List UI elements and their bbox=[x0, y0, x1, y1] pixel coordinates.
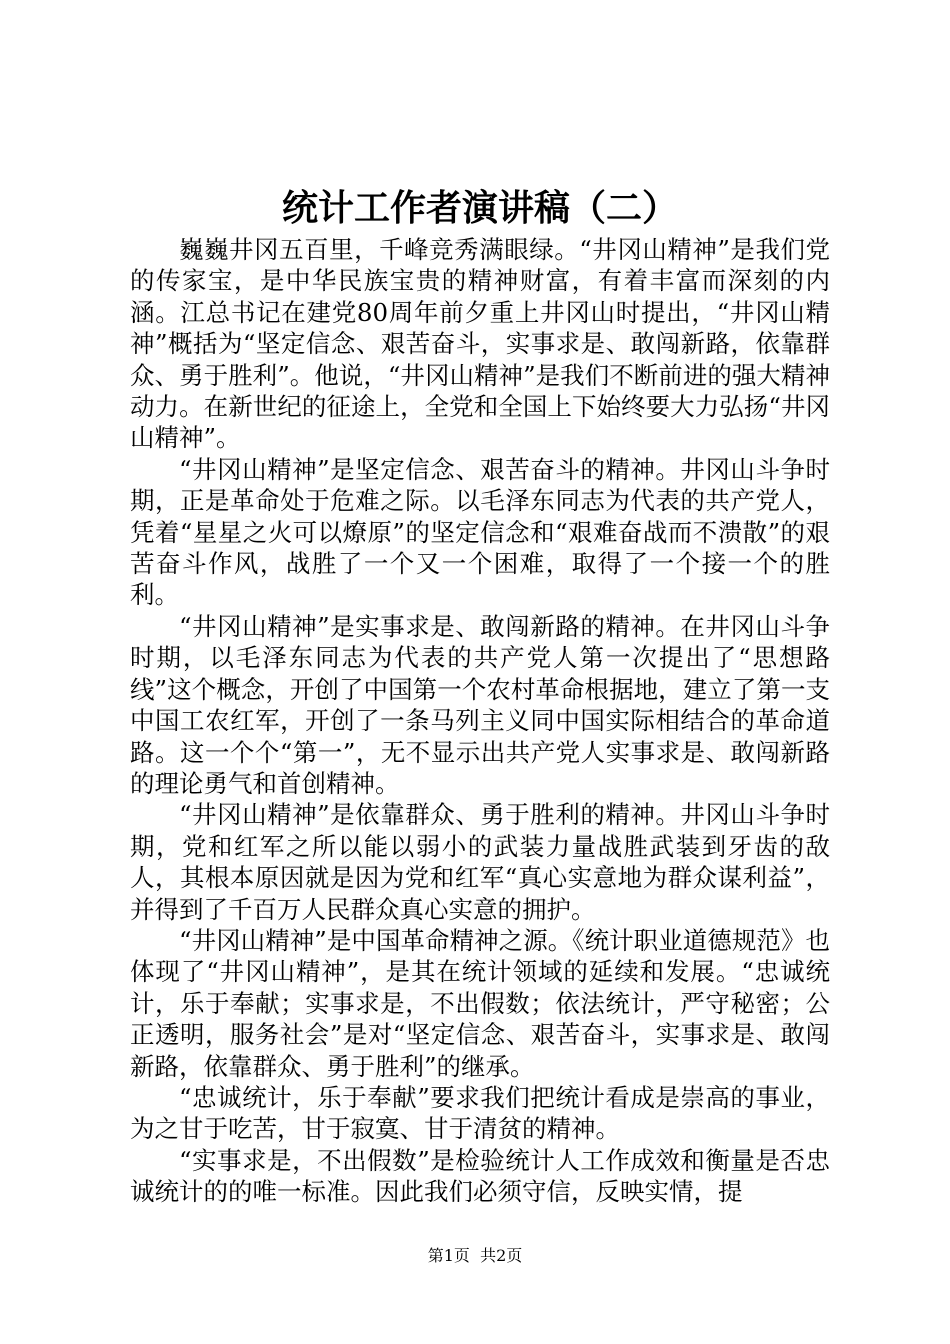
page-number: 第1页 bbox=[427, 1246, 470, 1265]
paragraph-4: “井冈山精神”是依靠群众、勇于胜利的精神。井冈山斗争时期，党和红军之所以能以弱小的武装力量战胜武装到牙齿的敌人，其根本原因就是因为党和红军“真心实意地为群众谋利益”，并得到了千百万人民群众真心实意的拥护。 bbox=[130, 800, 830, 924]
paragraph-3: “井冈山精神”是实事求是、敢闯新路的精神。在井冈山斗争时期，以毛泽东同志为代表的共产党人第一次提出了“思想路线”这个概念，开创了中国第一个农村革命根据地，建立了第一支中国工农红军，开创了一条马列主义同中国实际相结合的革命道路。这一个个“第一”，无不显示出共产党人实事求是、敢闯新路的理论勇气和首创精神。 bbox=[130, 611, 830, 798]
paragraph-2: “井冈山精神”是坚定信念、艰苦奋斗的精神。井冈山斗争时期，正是革命处于危难之际。以毛泽东同志为代表的共产党人，凭着“星星之火可以燎原”的坚定信念和“艰难奋战而不溃散”的艰苦奋斗作风，战胜了一个又一个困难，取得了一个接一个的胜利。 bbox=[130, 454, 830, 610]
paragraph-7: “实事求是，不出假数”是检验统计人工作成效和衡量是否忠诚统计的的唯一标准。因此我们必须守信，反映实情，提 bbox=[130, 1145, 830, 1207]
paragraph-5: “井冈山精神”是中国革命精神之源。《统计职业道德规范》也体现了“井冈山精神”，是其在统计领域的延续和发展。“忠诚统计，乐于奉献；实事求是，不出假数；依法统计，严守秘密；公正透明，服务社会”是对“坚定信念、艰苦奋斗，实事求是、敢闯新路，依靠群众、勇于胜利”的继承。 bbox=[130, 925, 830, 1081]
paragraph-1: 巍巍井冈五百里，千峰竞秀满眼绿。“井冈山精神”是我们党的传家宝，是中华民族宝贵的精神财富，有着丰富而深刻的内涵。江总书记在建党80周年前夕重上井冈山时提出，“井冈山精神”概括为“坚定信念、艰苦奋斗，实事求是、敢闯新路，依靠群众、勇于胜利”。他说，“井冈山精神”是我们不断前进的强大精神动力。在新世纪的征途上，全党和全国上下始终要大力弘扬“井冈山精神”。 bbox=[130, 235, 830, 453]
page-footer bbox=[0, 1245, 950, 1267]
paragraph-6: “忠诚统计，乐于奉献”要求我们把统计看成是崇高的事业，为之甘于吃苦，甘于寂寞、甘于清贫的精神。 bbox=[130, 1082, 830, 1144]
document-body bbox=[130, 234, 830, 1208]
document-title: 统计工作者演讲稿（二） bbox=[281, 187, 678, 229]
page-total: 共2页 bbox=[480, 1246, 523, 1265]
footer-spacer bbox=[470, 1246, 480, 1265]
